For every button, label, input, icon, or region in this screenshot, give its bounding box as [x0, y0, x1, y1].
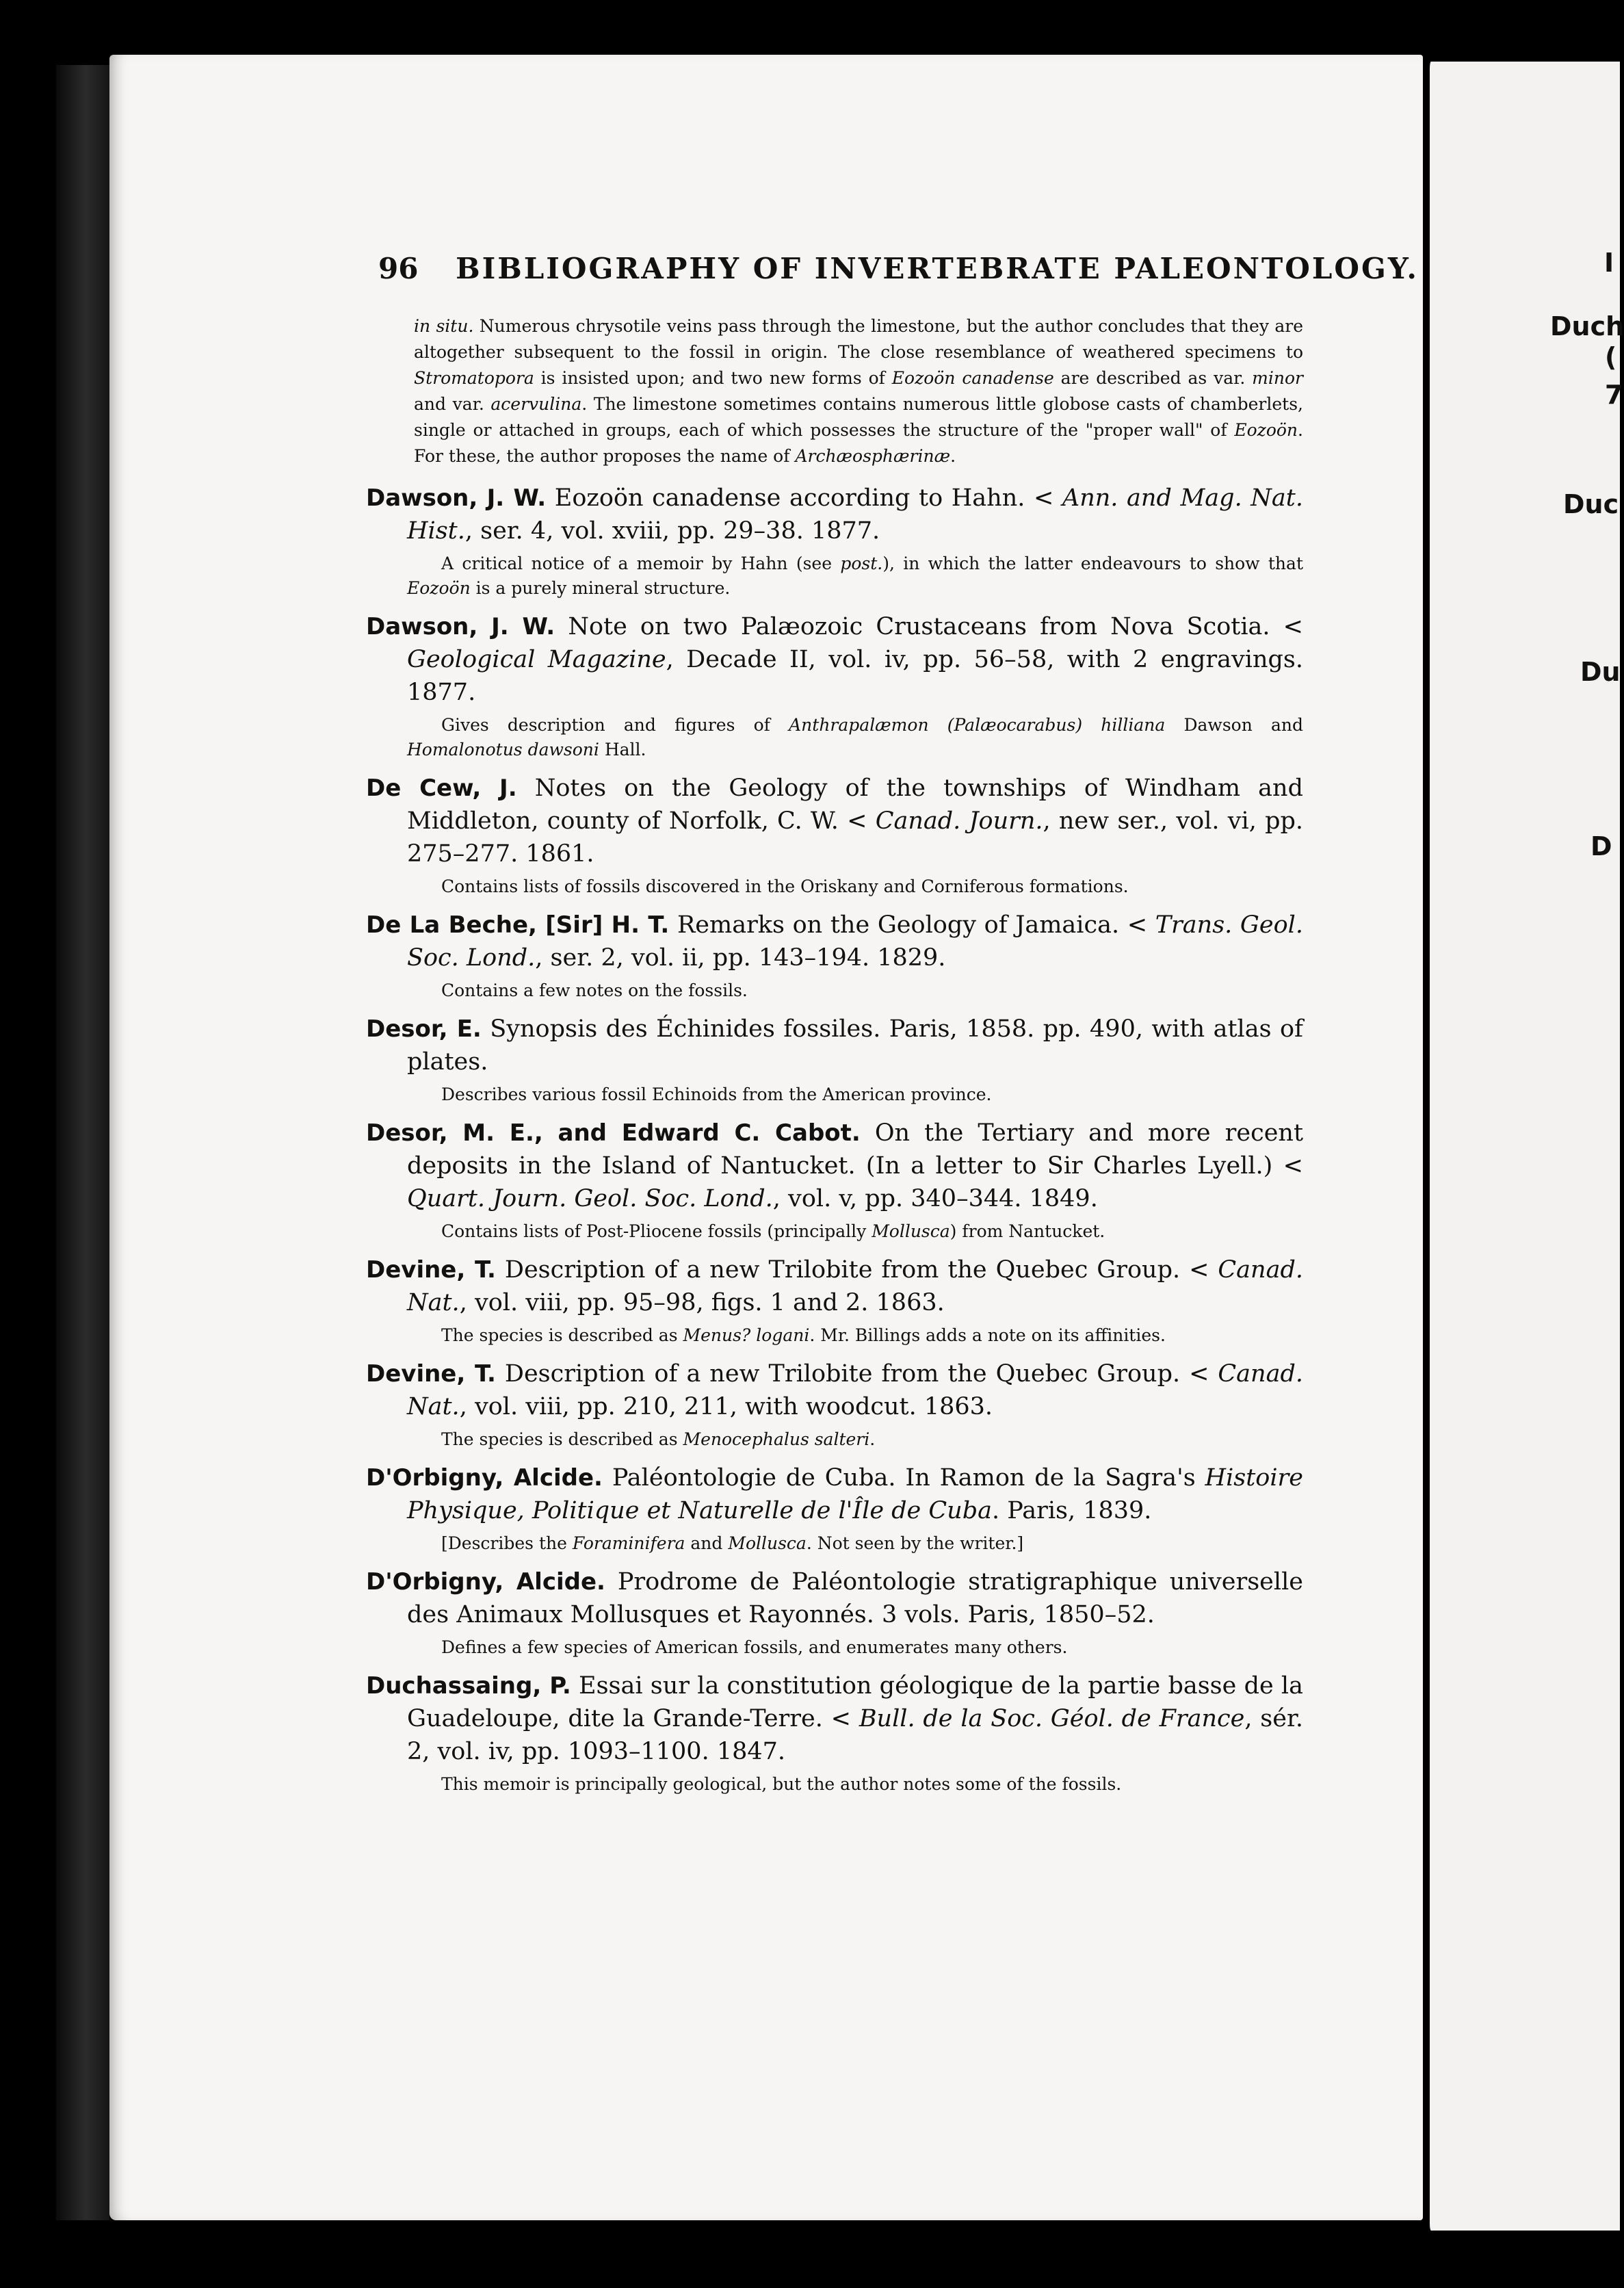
- entry-title: Description of a new Trilobite from the Quebec Group.: [495, 1360, 1190, 1388]
- source-journal: Trans. Geol. Soc. Lond.: [407, 911, 1303, 972]
- facing-page-fragment: D: [1590, 831, 1612, 861]
- bibliography-entry: [366, 1669, 1303, 1797]
- entry-title: Notes on the Geology of the townships of Windham and Middleton, county of Norfolk, C. W.: [407, 775, 1303, 835]
- note-italic: Archæosphærinæ: [795, 446, 951, 466]
- note-italic: Eozoön: [1234, 420, 1298, 440]
- page-header: [378, 252, 1419, 285]
- note-italic: post.: [840, 554, 883, 573]
- entry-title: Eozoön canadense according to Hahn.: [546, 484, 1034, 512]
- note-text: The species is described as: [441, 1325, 683, 1345]
- entry-note: [407, 874, 1303, 899]
- bibliography-entry: [366, 1461, 1303, 1556]
- source-details: , ser. 2, vol. ii, pp. 143–194. 1829.: [535, 944, 946, 972]
- facing-page-fragment: Duc: [1563, 489, 1619, 519]
- source-journal: Bull. de la Soc. Géol. de France: [851, 1705, 1245, 1732]
- facing-page-fragment: Duch: [1550, 311, 1624, 341]
- note-text: ), in which the latter endeavours to show that: [882, 554, 1303, 573]
- note-italic: in situ.: [414, 316, 474, 336]
- entry-title: Prodrome de Paléontologie stratigraphique universelle des Animaux Mollusques et Rayonnés. 3 vols. Paris, 1850–52.: [407, 1568, 1303, 1628]
- note-italic: Menocephalus salteri: [683, 1429, 870, 1449]
- entry-title: Essai sur la constitution géologique de la partie basse de la Guadeloupe, dite la Grande-Terre.: [407, 1672, 1303, 1732]
- entry-note: [407, 1219, 1303, 1244]
- note-text: .: [950, 446, 956, 466]
- entry-title: On the Tertiary and more recent deposits in the Island of Nantucket. (In a letter to Sir Charles Lyell.): [407, 1119, 1304, 1180]
- facing-page-fragment: 7: [1605, 380, 1623, 410]
- note-text: A critical notice of a memoir by Hahn (see: [441, 554, 841, 573]
- note-italic: Mollusca: [728, 1533, 807, 1553]
- note-text: Contains lists of Post-Pliocene fossils (principally: [441, 1221, 872, 1241]
- note-text: Contains lists of fossils discovered in the Oriskany and Corniferous formations.: [441, 876, 1129, 896]
- note-italic: minor: [1252, 368, 1303, 388]
- note-italic: Menus? logani: [683, 1325, 810, 1345]
- entry-citation: [366, 1357, 1303, 1423]
- entry-author: De Cew, J.: [366, 775, 517, 802]
- entry-citation: [366, 610, 1303, 709]
- entry-author: Dawson, J. W.: [366, 613, 555, 640]
- note-text: and: [685, 1533, 729, 1553]
- source-details: , vol. v, pp. 340–344. 1849.: [772, 1185, 1098, 1212]
- source-marker: <: [1189, 1256, 1209, 1284]
- source-marker: <: [1283, 1152, 1303, 1180]
- facing-page-fragment: Du: [1580, 657, 1621, 687]
- source-details: , sér. 2, vol. iv, pp. 1093–1100. 1847.: [407, 1705, 1303, 1765]
- entry-citation: [366, 1461, 1303, 1527]
- note-text: [Describes the: [441, 1533, 573, 1553]
- entry-author: De La Beche, [Sir] H. T.: [366, 911, 670, 939]
- note-text: are described as var.: [1053, 368, 1253, 388]
- note-italic: Eozoön: [407, 578, 471, 598]
- note-text: . Not seen by the writer.]: [806, 1533, 1024, 1553]
- bibliography-entry: [366, 772, 1303, 899]
- source-marker: <: [1127, 911, 1148, 939]
- entry-author: Devine, T.: [366, 1360, 496, 1388]
- note-text: Gives description and figures of: [441, 715, 789, 735]
- entry-note: [407, 1531, 1303, 1556]
- entry-note: [407, 1635, 1303, 1660]
- note-italic: Homalonotus dawsoni: [407, 740, 599, 759]
- source-details: , vol. viii, pp. 210, 211, with woodcut. 1863.: [459, 1393, 993, 1420]
- source-marker: <: [1189, 1360, 1209, 1388]
- note-text: Defines a few species of American fossils, and enumerates many others.: [441, 1637, 1068, 1657]
- entry-citation: [366, 1117, 1303, 1215]
- entry-citation: [366, 1565, 1303, 1631]
- source-details: , new ser., vol. vi, pp. 275–277. 1861.: [407, 807, 1304, 868]
- note-text: . The limestone sometimes contains numerous little globose casts of chamberlets, single or attached in groups, each of which possesses the structure of the "proper wall" of: [414, 394, 1303, 440]
- facing-page: [1424, 62, 1620, 2231]
- source-journal: Canad. Journ.: [867, 807, 1043, 835]
- entry-title: Note on two Palæozoic Crustaceans from Nova Scotia.: [555, 613, 1283, 640]
- source-marker: <: [1283, 613, 1303, 640]
- page-number: 96: [378, 252, 419, 285]
- entry-note: [407, 1082, 1303, 1107]
- bibliography-entries: [366, 313, 1303, 1806]
- entry-author: Desor, E.: [366, 1015, 482, 1043]
- entry-author: Dawson, J. W.: [366, 484, 547, 512]
- note-text: Describes various fossil Echinoids from the American province.: [441, 1084, 992, 1104]
- source-journal: Histoire Physique, Politique et Naturelle de l'Île de Cuba: [407, 1464, 1303, 1524]
- source-journal: Ann. and Mag. Nat. Hist.: [407, 484, 1303, 545]
- note-italic: Stromatopora: [414, 368, 534, 388]
- facing-page-fragment: (: [1605, 342, 1617, 372]
- continued-note: [414, 313, 1303, 469]
- note-text: Contains a few notes on the fossils.: [441, 980, 748, 1000]
- note-text: is insisted upon; and two new forms of: [534, 368, 892, 388]
- source-marker: <: [830, 1705, 851, 1732]
- source-details: , vol. viii, pp. 95–98, figs. 1 and 2. 1863.: [459, 1289, 945, 1316]
- entry-citation: [366, 1253, 1303, 1319]
- entry-author: Devine, T.: [366, 1256, 496, 1284]
- note-text: ) from Nantucket.: [949, 1221, 1105, 1241]
- note-text: .: [869, 1429, 876, 1449]
- source-details: , ser. 4, vol. xviii, pp. 29–38. 1877.: [464, 517, 880, 545]
- source-journal: Canad. Nat.: [407, 1256, 1303, 1316]
- entry-citation: [366, 1669, 1303, 1768]
- note-text: is a purely mineral structure.: [470, 578, 731, 598]
- entry-note: [407, 978, 1303, 1003]
- entry-citation: [366, 1013, 1303, 1078]
- note-text: Numerous chrysotile veins pass through the limestone, but the author concludes that they are altogether subsequent to the fossil in origin. The close resemblance of weathered specimens to: [414, 316, 1303, 362]
- entry-note: [407, 551, 1303, 601]
- bibliography-entry: [366, 1253, 1303, 1348]
- note-italic: Anthrapalæmon (Palæocarabus) hilliana: [789, 715, 1166, 735]
- entry-note: [407, 713, 1303, 762]
- bibliography-entry: [366, 909, 1303, 1003]
- entry-title: Description of a new Trilobite from the Quebec Group.: [495, 1256, 1190, 1284]
- bibliography-entry: [366, 610, 1303, 762]
- entry-author: Duchassaing, P.: [366, 1672, 571, 1700]
- entry-title: Paléontologie de Cuba. In Ramon de la Sagra's: [602, 1464, 1205, 1492]
- entry-citation: [366, 482, 1303, 547]
- source-journal: Canad. Nat.: [407, 1360, 1303, 1420]
- note-text: . Mr. Billings adds a note on its affinities.: [809, 1325, 1166, 1345]
- entry-title: Synopsis des Échinides fossiles. Paris, 1858. pp. 490, with atlas of plates.: [407, 1015, 1303, 1076]
- entry-citation: [366, 772, 1303, 870]
- running-title: BIBLIOGRAPHY OF INVERTEBRATE PALEONTOLOGY.: [456, 252, 1419, 285]
- note-italic: Mollusca: [872, 1221, 950, 1241]
- note-italic: Eozoön canadense: [891, 368, 1054, 388]
- entry-title: Remarks on the Geology of Jamaica.: [669, 911, 1127, 939]
- entry-note: [407, 1323, 1303, 1348]
- entry-author: D'Orbigny, Alcide.: [366, 1568, 605, 1596]
- entry-note: [407, 1427, 1303, 1452]
- note-text: The species is described as: [441, 1429, 683, 1449]
- note-text: Hall.: [599, 740, 646, 759]
- entry-note: [407, 1772, 1303, 1797]
- bibliography-entry: [366, 1357, 1303, 1452]
- note-text: Dawson and: [1165, 715, 1304, 735]
- entry-author: Desor, M. E., and Edward C. Cabot.: [366, 1119, 861, 1147]
- note-italic: Foraminifera: [572, 1533, 685, 1553]
- bibliography-entry: [366, 1565, 1303, 1660]
- note-italic: acervulina: [490, 394, 582, 414]
- source-marker: <: [1033, 484, 1054, 512]
- bibliography-entry: [366, 1013, 1303, 1107]
- source-marker: <: [847, 807, 867, 835]
- note-text: This memoir is principally geological, but the author notes some of the fossils.: [441, 1774, 1122, 1794]
- facing-page-fragment: I: [1604, 248, 1614, 278]
- bibliography-entry: [366, 1117, 1303, 1244]
- source-journal: Quart. Journ. Geol. Soc. Lond.: [407, 1185, 773, 1212]
- source-details: . Paris, 1839.: [992, 1497, 1152, 1524]
- source-details: , Decade II, vol. iv, pp. 56–58, with 2 engravings. 1877.: [407, 646, 1303, 706]
- note-text: and var.: [414, 394, 491, 414]
- book-spine: [56, 65, 109, 2220]
- source-journal: Geological Magazine: [407, 646, 666, 673]
- note-text: . For these, the author proposes the name of: [414, 420, 1303, 466]
- entry-author: D'Orbigny, Alcide.: [366, 1464, 603, 1492]
- bibliography-entry: [366, 482, 1303, 601]
- entry-citation: [366, 909, 1303, 974]
